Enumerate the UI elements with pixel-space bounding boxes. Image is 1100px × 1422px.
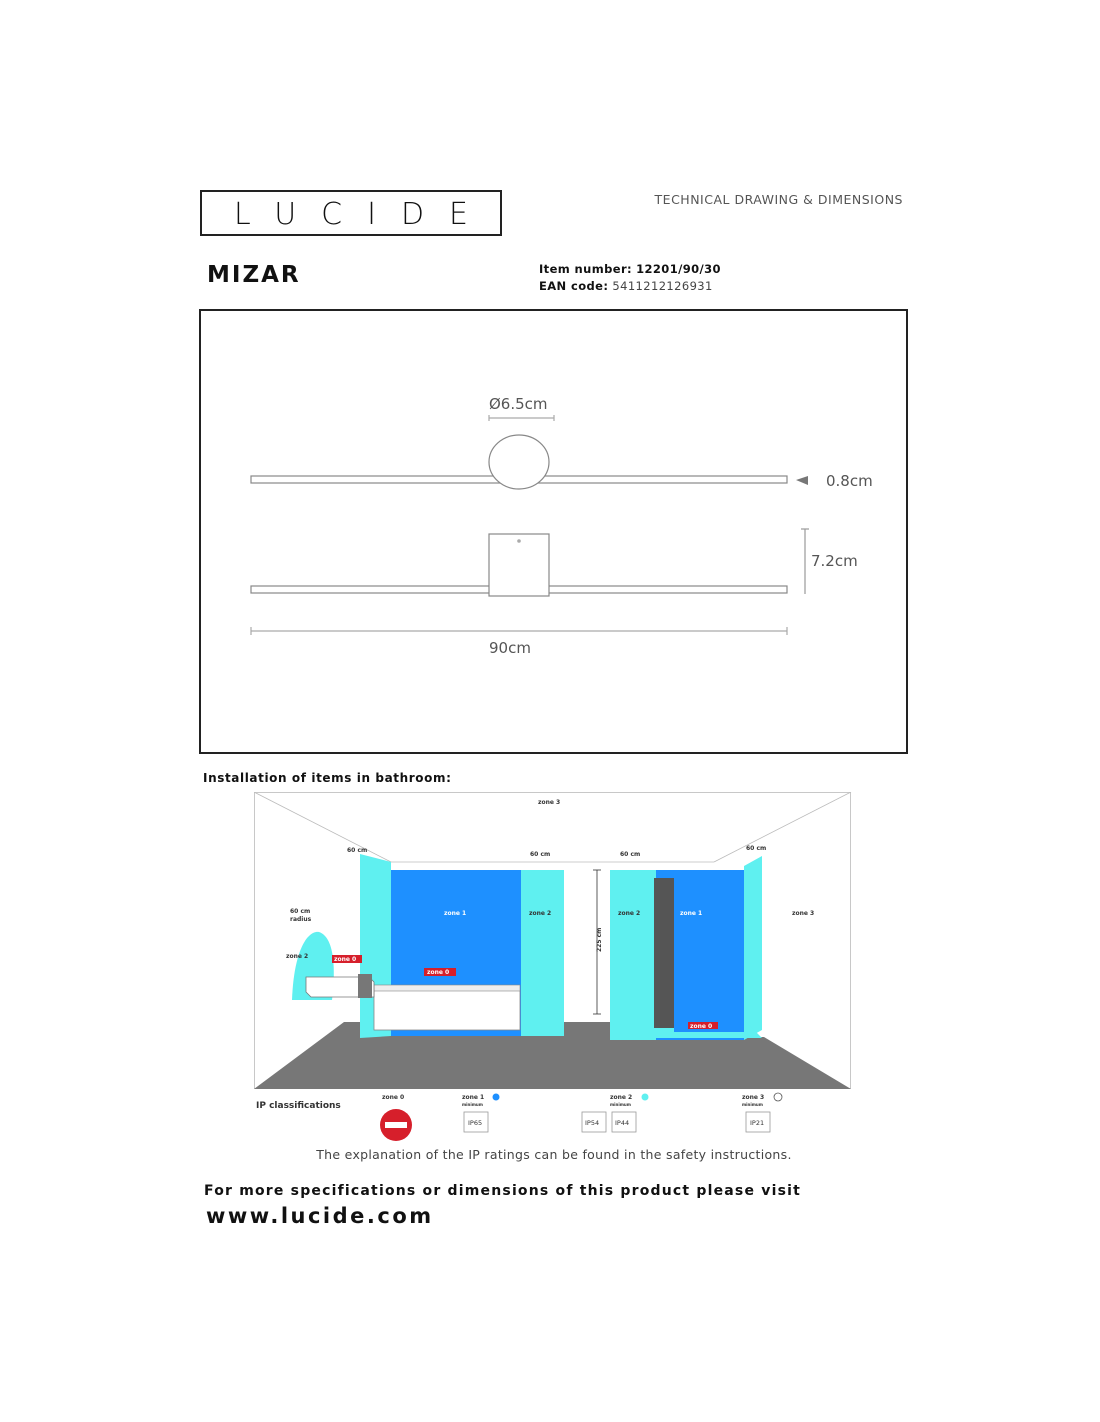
item-number-row [539, 262, 721, 276]
more-specs-text: For more specifications or dimensions of this product please visit [204, 1183, 801, 1199]
website-link[interactable]: www.lucide.com [206, 1204, 434, 1228]
ip-note: The explanation of the IP ratings can be found in the safety instructions. [316, 1147, 792, 1162]
zone1-dot-icon [493, 1094, 500, 1101]
thickness-label: 0.8cm [826, 472, 873, 490]
diameter-label: Ø6.5cm [489, 395, 548, 413]
height-225-label: 225 cm [596, 927, 603, 952]
dist-60-mid-right: 60 cm [620, 851, 641, 858]
ip-zone1-rating: IP65 [468, 1119, 483, 1127]
zone0-sink-label: zone 0 [334, 956, 357, 963]
bathtub [374, 990, 520, 1030]
installation-heading: Installation of items in bathroom: [203, 771, 452, 785]
zone3-dot-icon [774, 1093, 782, 1101]
ip-zone2-rating-a: IP54 [585, 1119, 600, 1127]
product-name: MIZAR [207, 262, 301, 288]
ip-zone0-label: zone 0 [382, 1094, 405, 1101]
top-view [251, 415, 808, 489]
ip-zone1-sub: minimum [462, 1102, 483, 1107]
technical-drawing [199, 309, 908, 754]
ip-classifications [254, 1090, 852, 1142]
ip-zone1-label: zone 1 [462, 1094, 485, 1101]
document-heading: TECHNICAL DRAWING & DIMENSIONS [654, 192, 903, 207]
zone3-right-label: zone 3 [792, 910, 815, 917]
radius-label-2: radius [290, 916, 312, 923]
zone2-sink-label: zone 2 [286, 953, 309, 960]
ean-value: 5411212126931 [612, 279, 713, 293]
zone2-bath-area [521, 870, 564, 1036]
shower-glass [654, 878, 674, 1028]
zone2-shower-label: zone 2 [618, 910, 641, 917]
zone1-bath-label: zone 1 [444, 910, 467, 917]
zone2-dot-icon [642, 1094, 649, 1101]
ip-zone2-sub: minimum [610, 1102, 631, 1107]
zone0-bath-label: zone 0 [427, 969, 450, 976]
zone3-top-label: zone 3 [538, 799, 561, 806]
zone2-bath-label: zone 2 [529, 910, 552, 917]
ean-row [539, 279, 713, 293]
zone1-shower-label: zone 1 [680, 910, 703, 917]
dist-60-left: 60 cm [347, 847, 368, 854]
zone2-right-wall [744, 856, 762, 1040]
ip-zone2-rating-b: IP44 [615, 1119, 630, 1127]
ip-zone3-label: zone 3 [742, 1094, 765, 1101]
length-label: 90cm [489, 639, 531, 657]
depth-label: 7.2cm [811, 552, 858, 570]
zone2-shower-area [610, 870, 656, 1040]
ip-zone3-sub: minimum [742, 1102, 763, 1107]
radius-label-1: 60 cm [290, 908, 311, 915]
bathroom-zones-diagram [254, 792, 852, 1090]
ip-zone2-label: zone 2 [610, 1094, 633, 1101]
ip-zone3-rating: IP21 [750, 1119, 765, 1127]
ip-heading: IP classifications [256, 1101, 341, 1111]
dist-60-mid-left: 60 cm [530, 851, 551, 858]
zone0-shower-label: zone 0 [690, 1023, 713, 1030]
item-number-label: Item number: [539, 262, 633, 276]
brand-logo: LUCIDE [233, 197, 494, 232]
item-number-value: 12201/90/30 [636, 262, 721, 276]
no-entry-icon [380, 1109, 412, 1141]
side-view [251, 529, 809, 635]
ean-label: EAN code: [539, 279, 609, 293]
dist-60-right: 60 cm [746, 845, 767, 852]
